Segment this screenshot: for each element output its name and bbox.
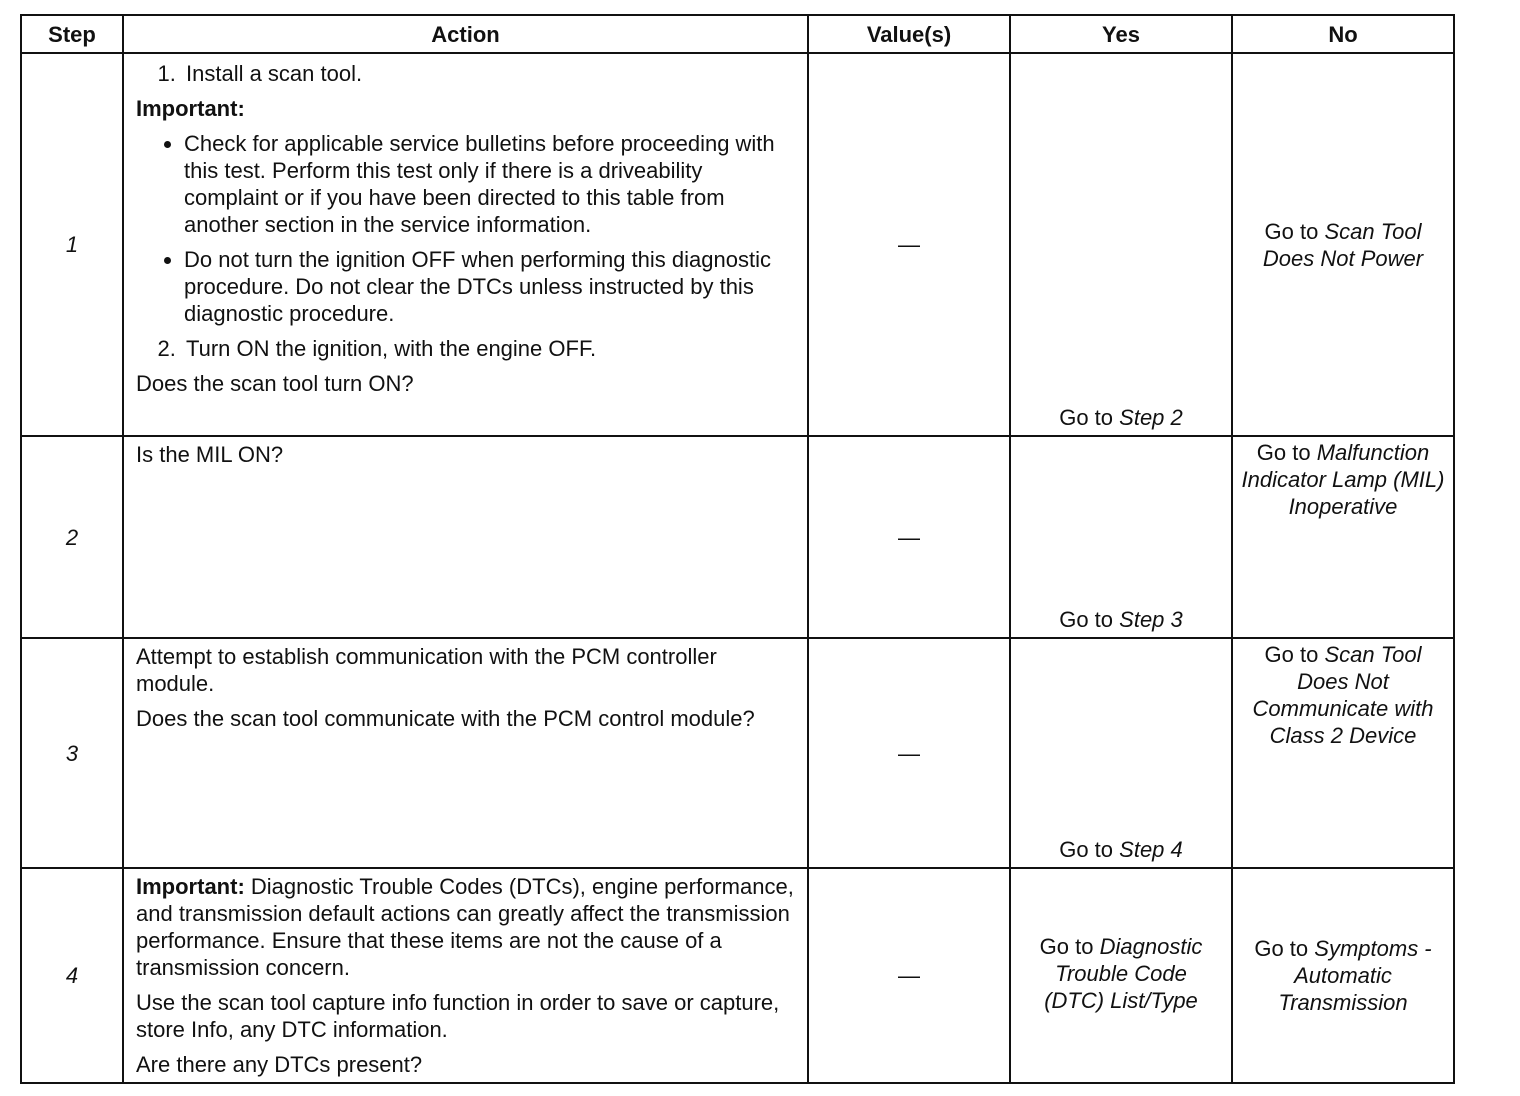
yes-cell (1010, 53, 1232, 436)
table-row (21, 436, 1454, 638)
step-number: 3 (21, 638, 123, 868)
no-prefix: Go to (1264, 218, 1319, 244)
no-target-link[interactable]: Scan Tool Does Not Communicate with Class 2 Device (1252, 642, 1434, 748)
yes-prefix: Go to (1059, 405, 1114, 430)
important-bullets (136, 130, 797, 327)
no-cell (1232, 436, 1454, 638)
list-item: 1. Install a scan tool. (182, 60, 797, 87)
action-steps-list (136, 335, 797, 362)
value-dash: — (898, 232, 920, 257)
important-label: Important: (136, 96, 245, 121)
no-prefix: Go to (1264, 642, 1319, 667)
yes-target-link[interactable]: Step 2 (1119, 405, 1183, 430)
yes-prefix: Go to (1059, 837, 1114, 862)
yes-cell (1010, 868, 1232, 1083)
no-target-link[interactable]: Symptoms - Automatic Transmission (1278, 936, 1432, 1015)
value-dash: — (898, 963, 920, 988)
no-cell (1232, 638, 1454, 868)
value-dash: — (898, 524, 920, 550)
action-question: Does the scan tool turn ON? (136, 371, 414, 396)
step-number: 2 (21, 436, 123, 638)
important-text: Diagnostic Trouble Codes (DTCs), engine performance, and transmission default actions can greatly affect the transmission performance. Ensure that these items are not the cause of a transmission concern. (136, 874, 794, 980)
yes-prefix: Go to (1039, 934, 1094, 959)
action-question: Does the scan tool communicate with the PCM control module? (136, 706, 755, 731)
header-yes: Yes (1010, 15, 1232, 53)
table-row (21, 53, 1454, 436)
header-action: Action (123, 15, 808, 53)
yes-target-link[interactable]: Step 3 (1119, 607, 1183, 632)
value-dash: — (898, 740, 920, 766)
value-cell (808, 436, 1010, 638)
no-prefix: Go to (1256, 440, 1311, 465)
header-values: Value(s) (808, 15, 1010, 53)
table-row (21, 638, 1454, 868)
no-target-link[interactable]: Scan Tool Does Not Power (1262, 218, 1424, 271)
important-label: Important: (136, 874, 245, 899)
no-target-link[interactable]: Malfunction Indicator Lamp (MIL) Inoperative (1241, 440, 1445, 519)
no-prefix: Go to (1254, 936, 1309, 961)
header-row (21, 15, 1454, 53)
header-no: No (1232, 15, 1454, 53)
yes-target-link[interactable]: Step 4 (1119, 837, 1183, 862)
yes-target-link[interactable]: Diagnostic Trouble Code (DTC) List/Type (1044, 934, 1203, 1013)
action-text: Use the scan tool capture info function in order to save or capture, store Info, any DTC information. (136, 990, 780, 1042)
action-question: Are there any DTCs present? (136, 1052, 423, 1077)
yes-prefix: Go to (1059, 607, 1114, 632)
action-cell (123, 868, 808, 1083)
no-cell (1232, 868, 1454, 1083)
diagnostic-table (20, 14, 1455, 1084)
yes-cell (1010, 638, 1232, 868)
list-item: 2. Turn ON the ignition, with the engine OFF. (182, 335, 797, 362)
value-cell (808, 638, 1010, 868)
action-steps-list (136, 60, 797, 87)
action-text: Attempt to establish communication with the PCM controller module. (136, 644, 717, 696)
step-number: 4 (21, 868, 123, 1083)
step-number: 1 (21, 53, 123, 436)
value-cell (808, 868, 1010, 1083)
action-cell (123, 436, 808, 638)
no-cell (1232, 53, 1454, 436)
action-question: Is the MIL ON? (136, 442, 284, 467)
value-cell (808, 53, 1010, 436)
list-item: • Check for applicable service bulletins before proceeding with this test. Perform this test only if there is a driveability complaint or if you have been directed to this table from another section in the service information. (184, 130, 797, 238)
table-row (21, 868, 1454, 1083)
action-cell (123, 53, 808, 436)
header-step: Step (21, 15, 123, 53)
action-cell (123, 638, 808, 868)
yes-cell (1010, 436, 1232, 638)
list-item: • Do not turn the ignition OFF when performing this diagnostic procedure. Do not clear the DTCs unless instructed by this diagnostic procedure. (184, 246, 797, 327)
